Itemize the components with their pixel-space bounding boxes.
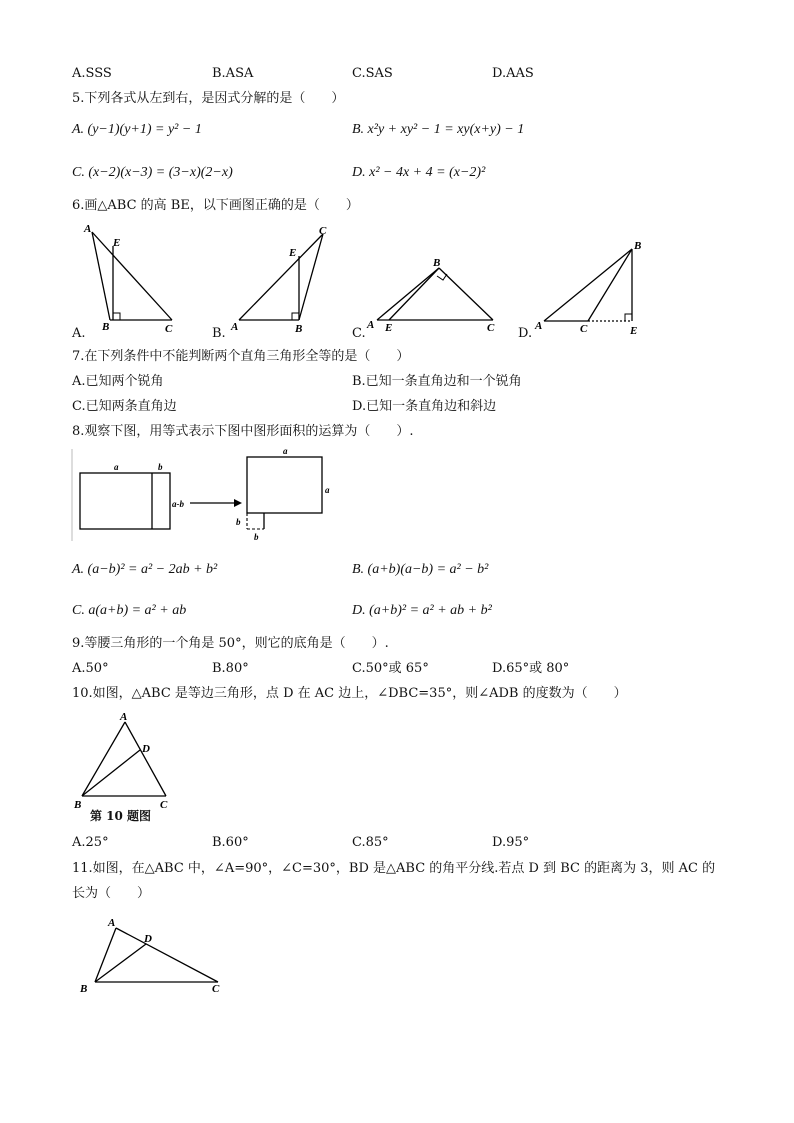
q9-option-a: A.50° [72,661,109,676]
q6-figure-b [225,220,335,340]
q6b-label-a: A [231,321,239,333]
q8-option-d: D. (a+b)² = a² + ab + b² [352,603,492,618]
q6-figure-d [530,235,660,335]
q11-label-c: C [212,983,220,995]
q8-option-a: A. (a−b)² = a² − 2ab + b² [72,562,218,577]
q6c-label-e: E [385,322,393,334]
q10-label-c: C [160,799,168,811]
q5-option-b: B. x²y + xy² − 1 = xy(x+y) − 1 [352,122,525,137]
q10-caption: 第 10 题图 [90,809,152,823]
q6b-label-c: C [319,225,327,237]
q6d-label-b: B [634,240,642,252]
q6c-label-a: A [367,319,375,331]
q5-stem: 5.下列各式从左到右，是因式分解的是（ ） [72,91,345,106]
q9-option-c: C.50°或 65° [352,661,429,676]
q4-option-c: C.SAS [352,66,393,81]
q6b-label-e: E [289,247,297,259]
q6d-label-a: A [535,320,543,332]
q8-figure [72,445,342,545]
q7-option-d: D.已知一条直角边和斜边 [352,399,497,414]
q6-option-c: C. [352,326,366,341]
q6a-label-a: A [84,223,92,235]
q10-option-d: D.95° [492,835,530,850]
q4-option-d: D.AAS [492,66,534,81]
q5-option-d: D. x² − 4x + 4 = (x−2)² [352,165,486,180]
q8-option-b: B. (a+b)(a−b) = a² − b² [352,562,489,577]
q8-label-a-right: a [325,485,330,495]
q6-option-b: B. [212,326,226,341]
q9-option-b: B.80° [212,661,249,676]
q5-option-c: C. (x−2)(x−3) = (3−x)(2−x) [72,165,233,180]
q5-option-a: A. (y−1)(y+1) = y² − 1 [72,122,202,137]
q8-label-b-top: b [158,462,163,472]
q8-stem: 8.观察下图，用等式表示下图中图形面积的运算为（ ）. [72,424,414,439]
q6a-label-c: C [165,323,173,335]
q8-label-b-bottom: b [254,532,259,542]
q6c-label-b: B [433,257,441,269]
q6a-label-b: B [102,321,110,333]
q6c-label-c: C [487,322,495,334]
q4-option-a: A.SSS [72,66,112,81]
q10-stem: 10.如图，△ABC 是等边三角形，点 D 在 AC 边上，∠DBC=35°，则∠ADB 的度数为（ ） [72,686,627,701]
q10-option-c: C.85° [352,835,389,850]
q8-label-b-side: b [236,517,241,527]
q4-option-b: B.ASA [212,66,254,81]
q6-stem: 6.画△ABC 的高 BE，以下画图正确的是（ ） [72,198,359,213]
q7-option-b: B.已知一条直角边和一个锐角 [352,374,522,389]
q10-label-a: A [120,711,128,723]
q9-option-d: D.65°或 80° [492,661,570,676]
q11-label-b: B [80,983,88,995]
q6a-label-e: E [113,237,121,249]
q6-figure-a [80,220,190,340]
q6d-label-c: C [580,323,588,335]
q6-option-d: D. [518,326,533,341]
q6b-label-b: B [295,323,303,335]
q11-label-d: D [144,933,152,945]
q11-stem-line1: 11.如图，在△ABC 中，∠A=90°，∠C=30°，BD 是△ABC 的角平分线.若点 D 到 BC 的距离为 3，则 AC 的 [72,861,716,876]
q8-label-a-left: a [114,462,119,472]
q11-label-a: A [108,917,116,929]
q6d-label-e: E [630,325,638,337]
q7-stem: 7.在下列条件中不能判断两个直角三角形全等的是（ ） [72,349,410,364]
q11-figure [76,912,236,1002]
q8-option-c: C. a(a+b) = a² + ab [72,603,187,618]
q7-option-c: C.已知两条直角边 [72,399,177,414]
q10-label-d: D [142,743,150,755]
q6-option-a: A. [72,326,86,341]
q6-figure-c [365,250,505,335]
q8-label-a-top: a [283,446,288,456]
q7-option-a: A.已知两个锐角 [72,374,164,389]
q10-option-b: B.60° [212,835,249,850]
q10-option-a: A.25° [72,835,109,850]
q11-stem-line2: 长为（ ） [72,886,151,901]
q8-label-amb: a-b [172,499,184,509]
q10-label-b: B [74,799,82,811]
q9-stem: 9.等腰三角形的一个角是 50°，则它的底角是（ ）. [72,636,389,651]
